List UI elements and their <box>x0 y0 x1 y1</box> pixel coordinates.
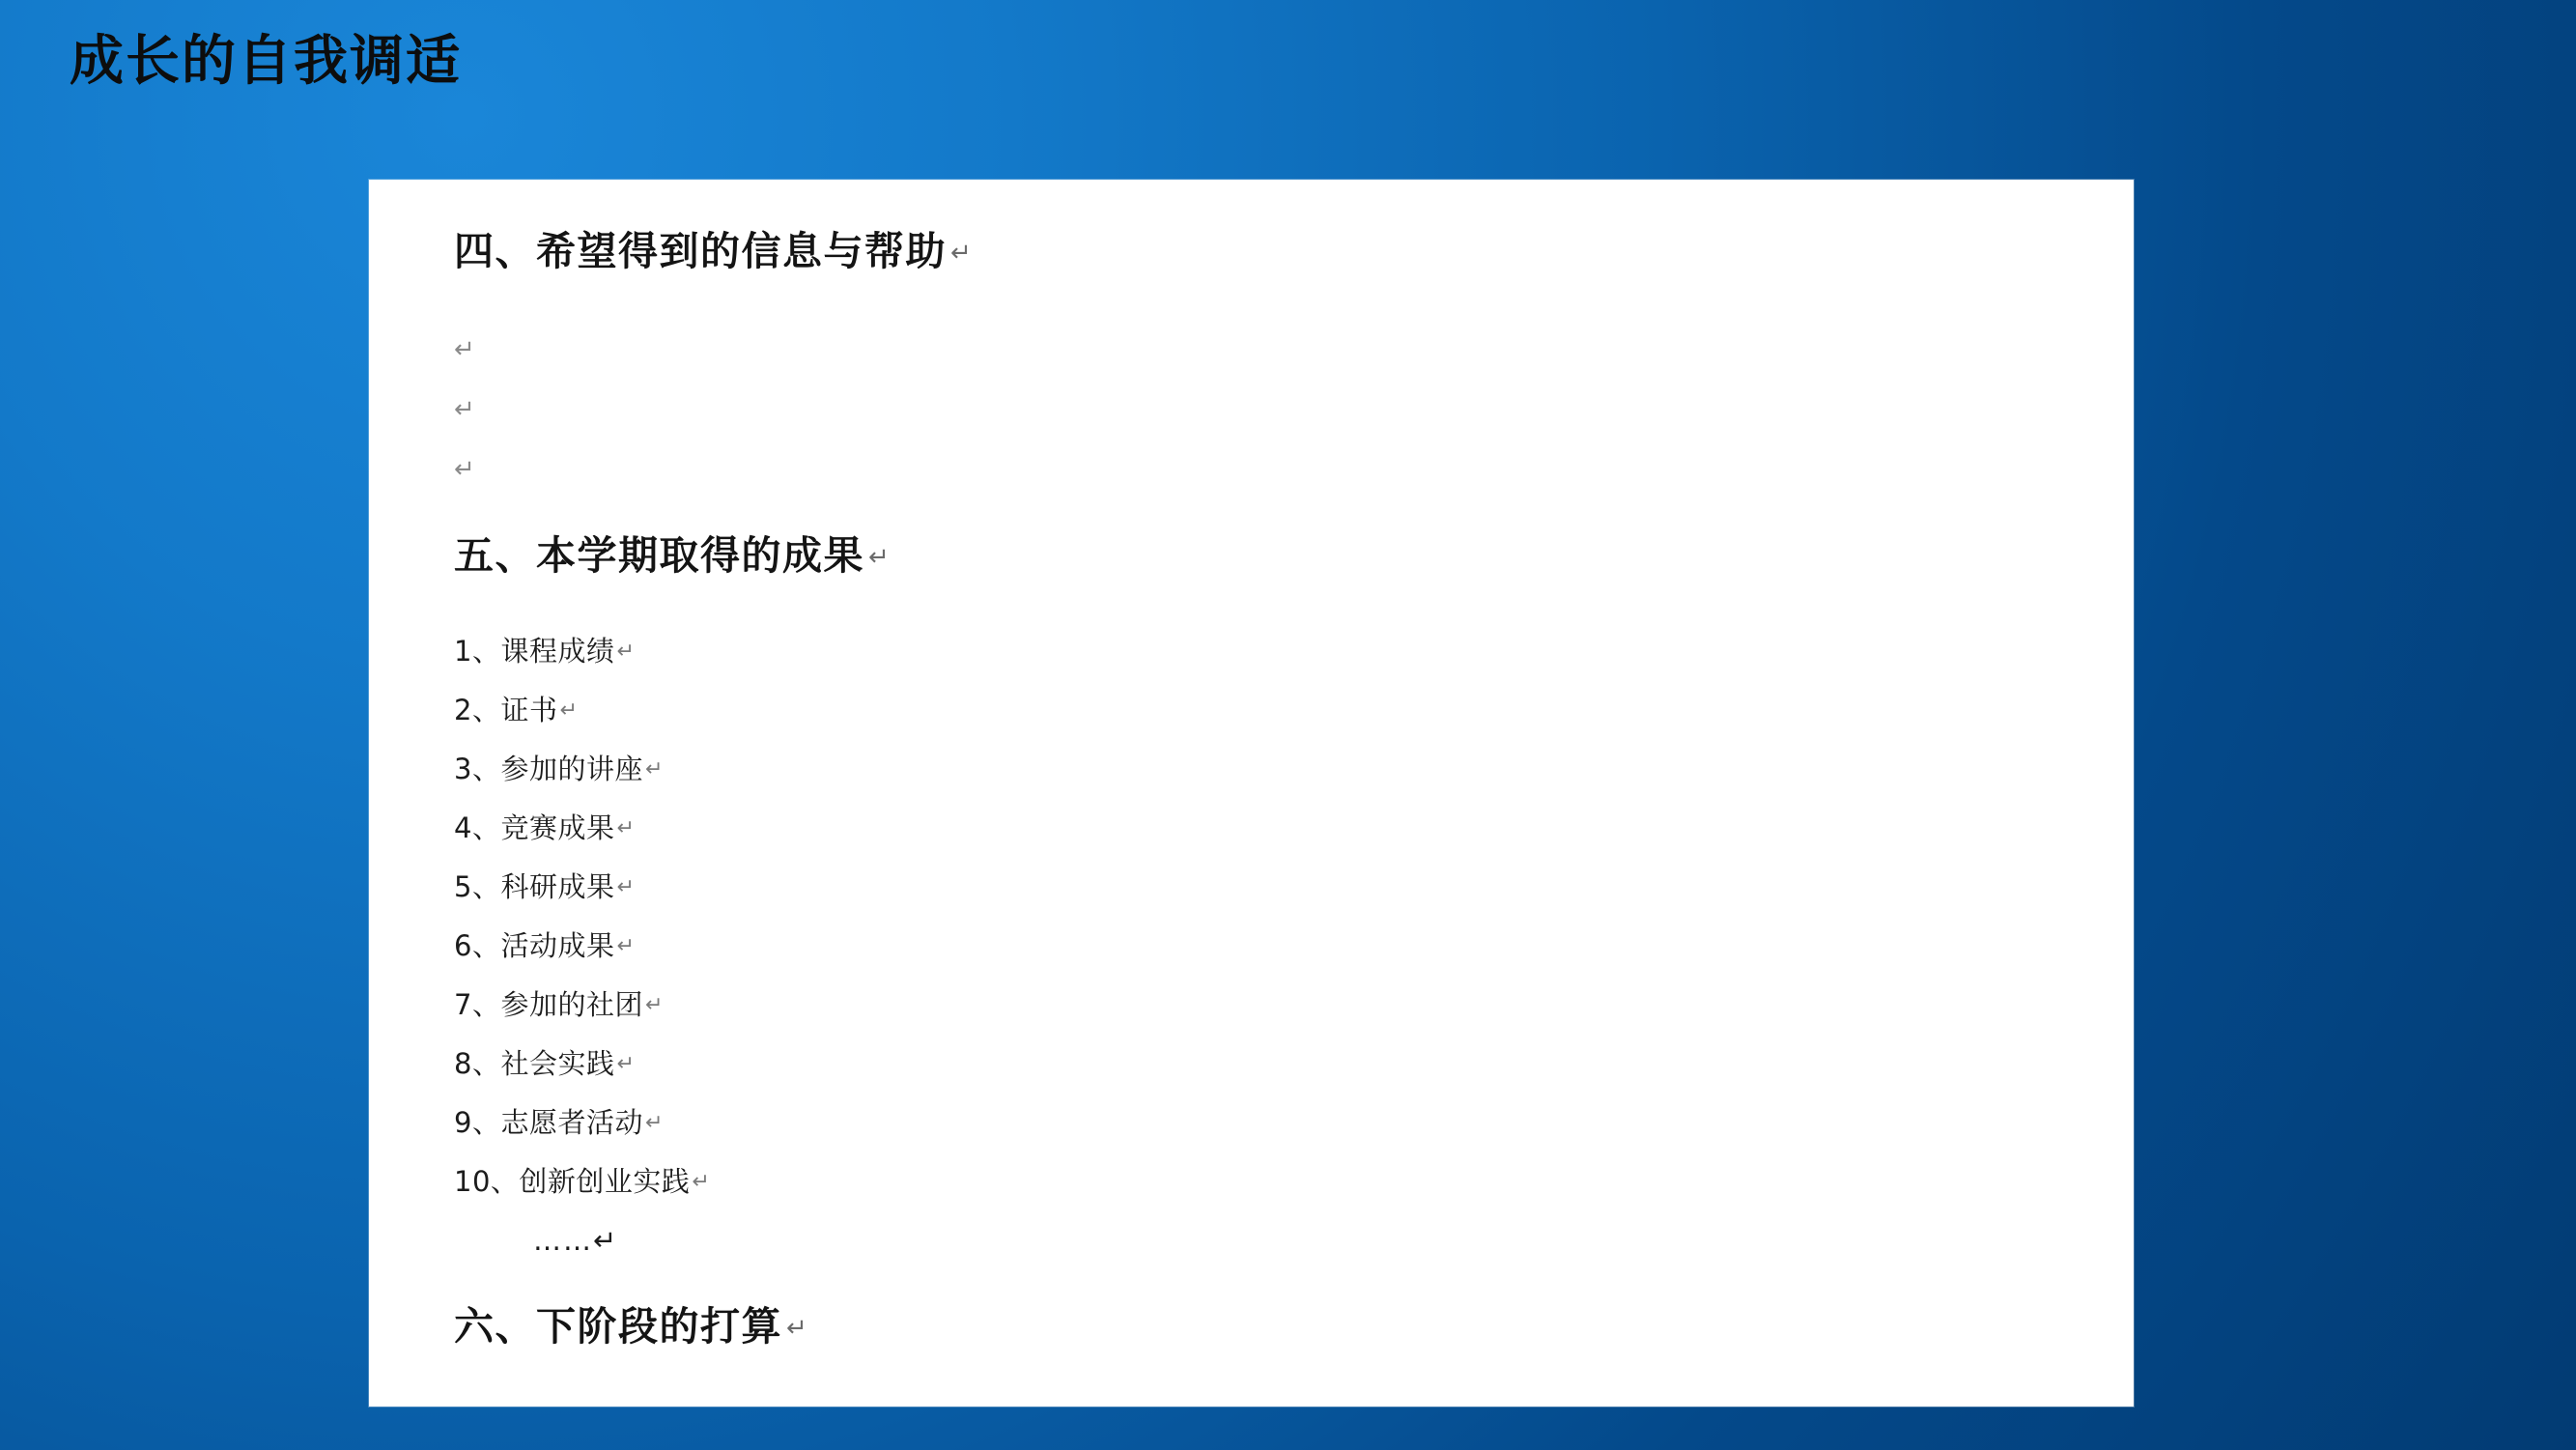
pilcrow-icon: ↵ <box>692 1170 711 1195</box>
list-item-label: 创新创业实践 <box>519 1165 691 1199</box>
spacer <box>454 580 2095 622</box>
list-item-number: 2、 <box>454 694 501 727</box>
pilcrow-icon: ↵ <box>616 934 636 959</box>
pilcrow-icon: ↵ <box>616 640 636 665</box>
list-item-label: 志愿者活动 <box>500 1106 643 1140</box>
list-item <box>454 740 2095 799</box>
list-item <box>454 858 2095 917</box>
list-item-label: 社会实践 <box>500 1047 615 1081</box>
pilcrow-icon: ↵ <box>644 993 664 1018</box>
list-item <box>454 1035 2095 1094</box>
list-item-number: 6、 <box>454 929 501 963</box>
list-item <box>454 622 2095 681</box>
pilcrow-icon: ↵ <box>868 543 892 573</box>
list-item-number: 10、 <box>454 1165 520 1199</box>
heading-section-six <box>454 1303 2095 1350</box>
list-item-number: 3、 <box>454 753 501 786</box>
page-title: 成长的自我调适 <box>70 29 462 93</box>
ellipsis-line: ……↵ <box>533 1224 619 1258</box>
pilcrow-icon: ↵ <box>786 1314 809 1344</box>
list-item-label: 竞赛成果 <box>500 811 615 845</box>
heading-section-four-text: 四、希望得到的信息与帮助 <box>454 228 947 274</box>
list-item-label: 活动成果 <box>500 929 615 963</box>
pilcrow-icon: ↵ <box>559 698 579 724</box>
pilcrow-icon: ↵ <box>616 875 636 900</box>
heading-section-five <box>454 532 2095 580</box>
achievements-list <box>454 622 2095 1211</box>
spacer <box>454 275 2095 320</box>
list-item-number: 9、 <box>454 1106 501 1140</box>
heading-section-four <box>454 228 2095 275</box>
pilcrow-icon: ↵ <box>616 816 636 841</box>
list-item <box>454 917 2095 976</box>
pilcrow-icon: ↵ <box>616 1052 636 1077</box>
document-content <box>454 228 2095 1387</box>
pilcrow-icon: ↵ <box>644 1111 664 1136</box>
list-item-number: 4、 <box>454 811 501 845</box>
blank-paragraph-3: ↵ <box>454 455 475 485</box>
list-item <box>454 1094 2095 1152</box>
blank-paragraph-1: ↵ <box>454 335 475 365</box>
list-item-label: 科研成果 <box>500 870 615 904</box>
pilcrow-icon: ↵ <box>644 757 664 782</box>
list-item-label: 参加的讲座 <box>500 753 643 786</box>
list-item-number: 5、 <box>454 870 501 904</box>
list-item-label: 参加的社团 <box>500 988 643 1022</box>
list-item-number: 7、 <box>454 988 501 1022</box>
list-item <box>454 799 2095 858</box>
list-item-label: 课程成绩 <box>500 635 615 668</box>
heading-section-five-text: 五、本学期取得的成果 <box>454 532 864 580</box>
list-item-label: 证书 <box>500 694 558 727</box>
blank-paragraph-2: ↵ <box>454 395 475 425</box>
list-item <box>454 976 2095 1035</box>
list-item-number: 8、 <box>454 1047 501 1081</box>
pilcrow-icon: ↵ <box>950 239 974 268</box>
document-image <box>369 180 2134 1407</box>
list-item <box>454 681 2095 740</box>
spacer <box>454 499 2095 532</box>
list-item-number: 1、 <box>454 635 501 668</box>
list-item <box>454 1152 2095 1211</box>
heading-section-six-text: 六、下阶段的打算 <box>454 1303 782 1350</box>
